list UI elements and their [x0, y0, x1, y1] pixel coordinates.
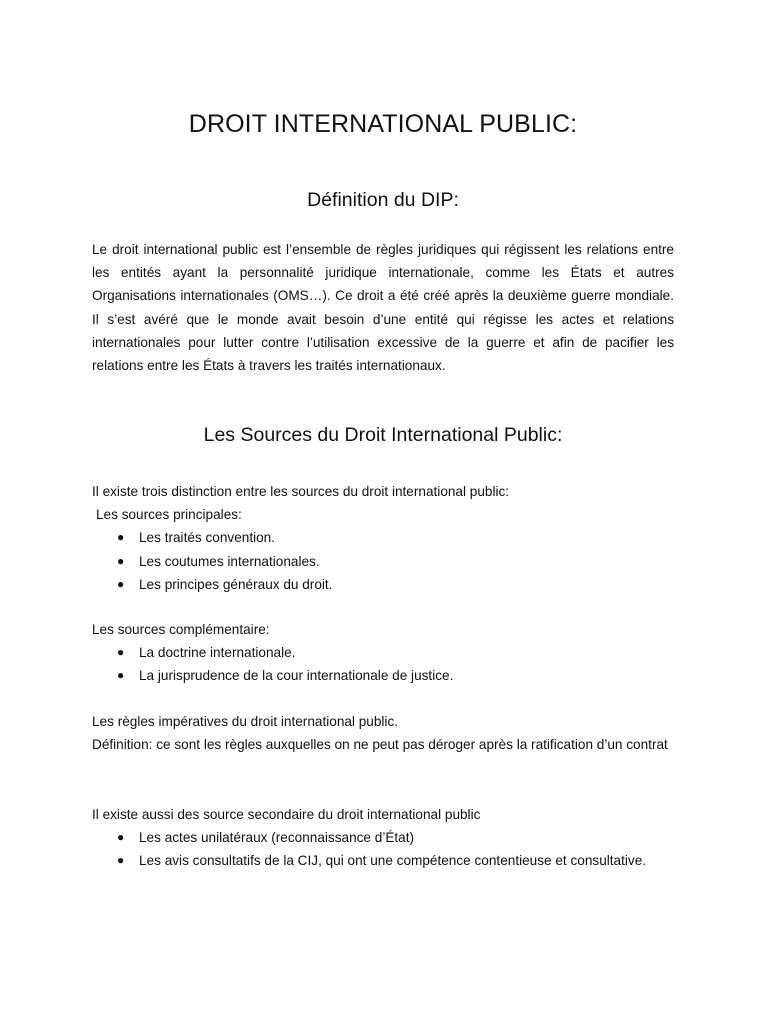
imperative-rules-section: [92, 710, 674, 756]
principal-sources-section: [92, 480, 674, 596]
imperative-rules-label: Les règles impératives du droit international public.: [92, 714, 399, 729]
list-item: [92, 641, 674, 664]
principal-sources-list: [92, 526, 674, 596]
bullet-icon: ●: [117, 530, 125, 545]
list-item-text: La doctrine internationale.: [139, 645, 296, 661]
list-item-text: Les actes unilatéraux (reconnaissance d’État): [139, 830, 415, 846]
imperative-rules-definition: Définition: ce sont les règles auxquelles on ne peut pas déroger après la ratification d’un contrat: [92, 737, 668, 753]
list-item: [92, 849, 674, 872]
secondary-sources-section: [92, 803, 674, 873]
bullet-icon: ●: [117, 645, 125, 660]
principal-sources-label: Les sources principales:: [96, 507, 242, 523]
definition-paragraph: Le droit international public est l’ensemble de règles juridiques qui régissent les relations entre les entités ayant la personnalité juridique internationale, comme les États et autres Organisations internationales (OMS…). Ce droit a été créé après la deuxième guerre mondiale. Il s’est avéré que le monde avait besoin d’une entité qui régisse les actes et relations internationales pour lutter contre l’utilisation excessive de la guerre et afin de pacifier les relations entre les États à travers les traités internationaux.: [92, 242, 674, 374]
sources-heading: Les Sources du Droit International Public:: [203, 424, 563, 446]
bullet-icon: ●: [117, 830, 125, 845]
list-item-text: Les principes généraux du droit.: [139, 576, 333, 592]
list-item: [92, 573, 674, 596]
list-item: [92, 826, 674, 849]
list-item-text: Les traités convention.: [139, 530, 276, 546]
list-item-text: Les coutumes internationales.: [139, 553, 320, 569]
list-item-text: Les avis consultatifs de la CIJ, qui ont une compétence contentieuse et consultative.: [139, 853, 647, 869]
list-item: [92, 526, 674, 549]
document-title: DROIT INTERNATIONAL PUBLIC:: [188, 110, 578, 138]
complementary-sources-list: [92, 641, 674, 687]
list-item-text: La jurisprudence de la cour internationale de justice.: [139, 668, 454, 684]
bullet-icon: ●: [117, 553, 125, 568]
bullet-icon: ●: [117, 576, 125, 591]
bullet-icon: ●: [117, 853, 125, 868]
secondary-sources-list: [92, 826, 674, 872]
complementary-sources-section: [92, 618, 674, 688]
list-item: [92, 550, 674, 573]
list-item: [92, 664, 674, 687]
definition-heading: Définition du DIP:: [307, 189, 459, 211]
sources-intro: Il existe trois distinction entre les sources du droit international public:: [92, 484, 510, 499]
complementary-sources-label: Les sources complémentaire:: [92, 622, 270, 637]
secondary-sources-label: Il existe aussi des source secondaire du droit international public: [92, 807, 481, 822]
bullet-icon: ●: [117, 668, 125, 683]
